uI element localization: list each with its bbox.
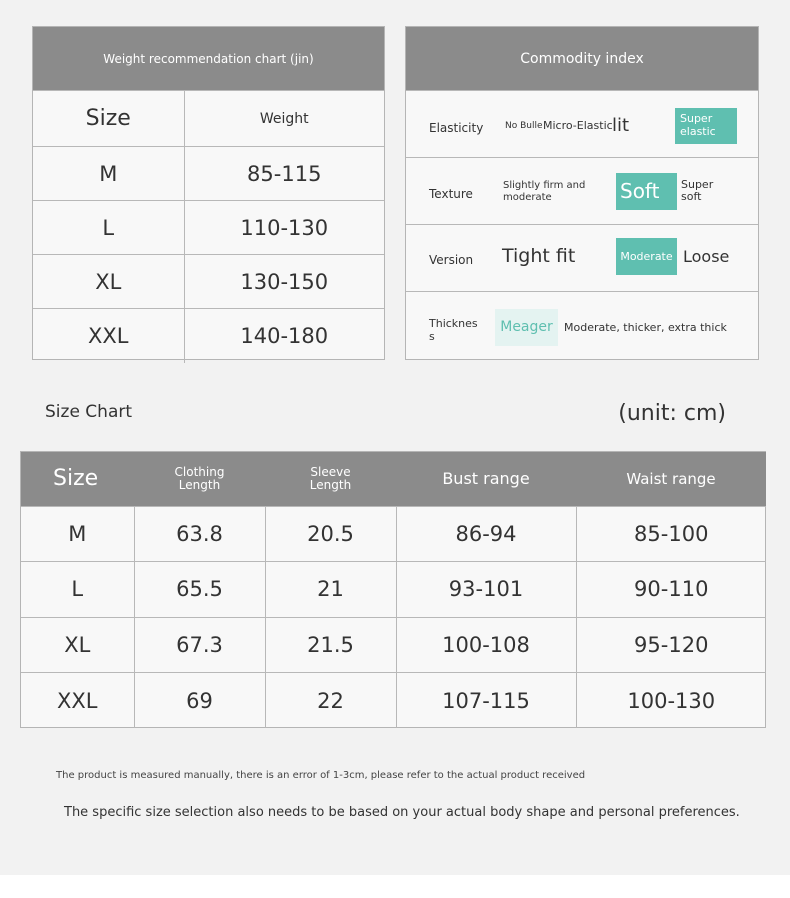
size-header-sleeve-length: Sleeve Length: [265, 452, 396, 506]
size-cell: XL: [21, 617, 134, 673]
size-cell: M: [21, 506, 134, 562]
size-header-clothing-length: Clothing Length: [134, 452, 265, 506]
elasticity-option-2: Micro-Elastic: [543, 119, 613, 132]
size-header-size: Size: [21, 452, 134, 506]
elasticity-label: Elasticity: [429, 121, 484, 135]
clothing-length-cell: 69: [134, 673, 265, 729]
weight-size-cell: L: [33, 201, 184, 255]
size-cell: L: [21, 562, 134, 618]
weight-value-cell: 110-130: [184, 201, 384, 255]
clothing-length-cell: 63.8: [134, 506, 265, 562]
table-row: [33, 309, 384, 363]
version-selected-tag: Moderate: [616, 238, 677, 275]
size-table-header-row: [21, 452, 766, 506]
commodity-index-title: Commodity index: [406, 27, 758, 90]
size-header-bust-range: Bust range: [396, 452, 576, 506]
elasticity-selected-tag: Super elastic: [675, 108, 737, 144]
weight-size-cell: M: [33, 147, 184, 201]
commodity-index-table: [405, 26, 759, 360]
texture-option-3: Super soft: [681, 178, 714, 203]
size-chart-table: [20, 451, 766, 728]
bust-range-cell: 107-115: [396, 673, 576, 729]
table-row: [33, 201, 384, 255]
table-row: [33, 255, 384, 309]
weight-header-size: Size: [33, 91, 184, 147]
sleeve-length-cell: 22: [265, 673, 396, 729]
texture-row: [406, 157, 758, 224]
waist-range-cell: 100-130: [576, 673, 766, 729]
sleeve-length-cell: 21: [265, 562, 396, 618]
weight-value-cell: 85-115: [184, 147, 384, 201]
texture-selected-tag: Soft: [616, 173, 677, 210]
version-label: Version: [429, 253, 474, 267]
elasticity-option-1: No Bulle: [505, 121, 543, 131]
bust-range-cell: 86-94: [396, 506, 576, 562]
selection-note: The specific size selection also needs to be based on your actual body shape and personal preferences.: [64, 805, 740, 820]
version-row: [406, 224, 758, 291]
weight-size-cell: XXL: [33, 309, 184, 363]
table-row: [21, 617, 766, 673]
elasticity-row: [406, 90, 758, 157]
waist-range-cell: 95-120: [576, 617, 766, 673]
thickness-label: Thicknes s: [429, 317, 478, 343]
bust-range-cell: 93-101: [396, 562, 576, 618]
size-header-waist-range: Waist range: [576, 452, 766, 506]
table-row: [21, 506, 766, 562]
weight-value-cell: 130-150: [184, 255, 384, 309]
size-chart-unit: (unit: cm): [618, 401, 726, 426]
version-option-1: Tight fit: [502, 245, 576, 267]
size-cell: XXL: [21, 673, 134, 729]
table-row: [21, 562, 766, 618]
sleeve-length-cell: 21.5: [265, 617, 396, 673]
weight-header-weight: Weight: [184, 91, 384, 147]
thickness-options: Moderate, thicker, extra thick: [564, 321, 727, 334]
sleeve-length-cell: 20.5: [265, 506, 396, 562]
texture-option-1: Slightly firm and moderate: [503, 180, 586, 203]
texture-label: Texture: [429, 187, 473, 201]
weight-table-title: Weight recommendation chart (jin): [33, 27, 384, 90]
waist-range-cell: 90-110: [576, 562, 766, 618]
table-row: [21, 673, 766, 729]
weight-table-header-row: [33, 91, 384, 147]
weight-recommendation-table: [32, 26, 385, 360]
clothing-length-cell: 65.5: [134, 562, 265, 618]
waist-range-cell: 85-100: [576, 506, 766, 562]
table-row: [33, 147, 384, 201]
thickness-selected-tag: Meager: [495, 309, 558, 346]
clothing-length-cell: 67.3: [134, 617, 265, 673]
version-option-3: Loose: [683, 247, 730, 266]
bust-range-cell: 100-108: [396, 617, 576, 673]
elasticity-option-3: lit: [612, 115, 630, 136]
weight-size-cell: XL: [33, 255, 184, 309]
thickness-row: [406, 291, 758, 360]
size-chart-title: Size Chart: [45, 402, 133, 422]
measurement-note: The product is measured manually, there is an error of 1-3cm, please refer to the actual product received: [56, 770, 586, 781]
weight-value-cell: 140-180: [184, 309, 384, 363]
